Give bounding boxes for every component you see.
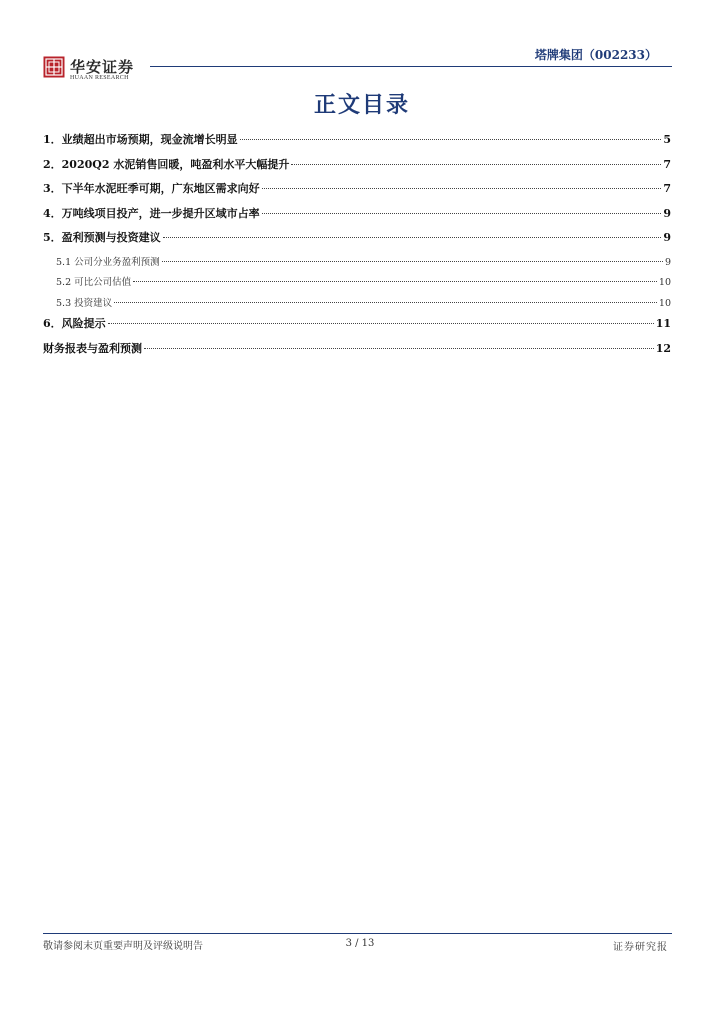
toc-entry[interactable] (43, 156, 671, 181)
toc-entry-page: 7 (663, 157, 671, 171)
toc-entry-label: 2．2020Q2 水泥销售回暖，吨盈利水平大幅提升 (43, 157, 290, 171)
dot-leader (262, 213, 662, 214)
toc-subentry[interactable] (43, 295, 671, 316)
dot-leader (114, 302, 657, 303)
footer-disclaimer: 敬请参阅末页重要声明及评级说明告 (43, 941, 203, 952)
dot-leader (162, 261, 663, 262)
toc-entry[interactable] (43, 205, 671, 230)
toc-entry-page: 10 (658, 277, 671, 288)
logo-text-cn: 华安证券 (70, 58, 135, 76)
toc-entry-page: 9 (664, 256, 671, 268)
toc-entry[interactable] (43, 229, 671, 254)
header-divider (150, 66, 672, 67)
toc-entry-label: 5．盈利预测与投资建议 (43, 231, 161, 244)
toc-heading: 正文目录 (313, 92, 410, 118)
toc-entry[interactable] (43, 315, 671, 340)
toc-entry-page: 11 (655, 317, 671, 330)
toc-subentry[interactable] (43, 274, 671, 295)
footer-divider (43, 933, 672, 934)
toc-entry-page: 5 (663, 133, 671, 146)
report-type-label: 证券研究报 (613, 942, 668, 953)
toc-subentry[interactable] (43, 254, 671, 275)
toc-entry-page: 7 (663, 182, 671, 195)
toc-entry-label: 5.3 投资建议 (56, 297, 113, 309)
toc-entry-page: 10 (658, 297, 671, 309)
company-ticker: 塔牌集团（002233） (534, 48, 657, 62)
logo-text-en: HUAAN RESEARCH (70, 75, 129, 81)
toc-entry-label: 5.2 可比公司估值 (56, 277, 132, 288)
huaan-seal-icon (43, 56, 65, 78)
dot-leader (240, 139, 662, 140)
page-indicator: 3 / 13 (345, 938, 375, 949)
table-of-contents (43, 131, 671, 364)
dot-leader (163, 237, 662, 238)
toc-entry-label: 1．业绩超出市场预期，现金流增长明显 (43, 133, 238, 146)
dot-leader (262, 188, 662, 189)
dot-leader (144, 348, 654, 349)
toc-entry-label: 6．风险提示 (43, 317, 106, 330)
toc-entry-page: 12 (655, 341, 671, 355)
huaan-logo (43, 56, 143, 86)
dot-leader (291, 164, 661, 165)
toc-entry-label: 财务报表与盈利预测 (43, 341, 142, 355)
dot-leader (133, 281, 657, 282)
toc-entry-label: 3．下半年水泥旺季可期，广东地区需求向好 (43, 182, 260, 195)
toc-entry[interactable] (43, 131, 671, 156)
toc-entry-label: 5.1 公司分业务盈利预测 (56, 256, 160, 268)
toc-entry-label: 4．万吨线项目投产，进一步提升区域市占率 (43, 206, 260, 220)
toc-entry-page: 9 (663, 231, 671, 244)
dot-leader (108, 323, 654, 324)
toc-entry[interactable] (43, 180, 671, 205)
toc-entry-page: 9 (663, 206, 671, 220)
toc-entry[interactable] (43, 340, 671, 365)
